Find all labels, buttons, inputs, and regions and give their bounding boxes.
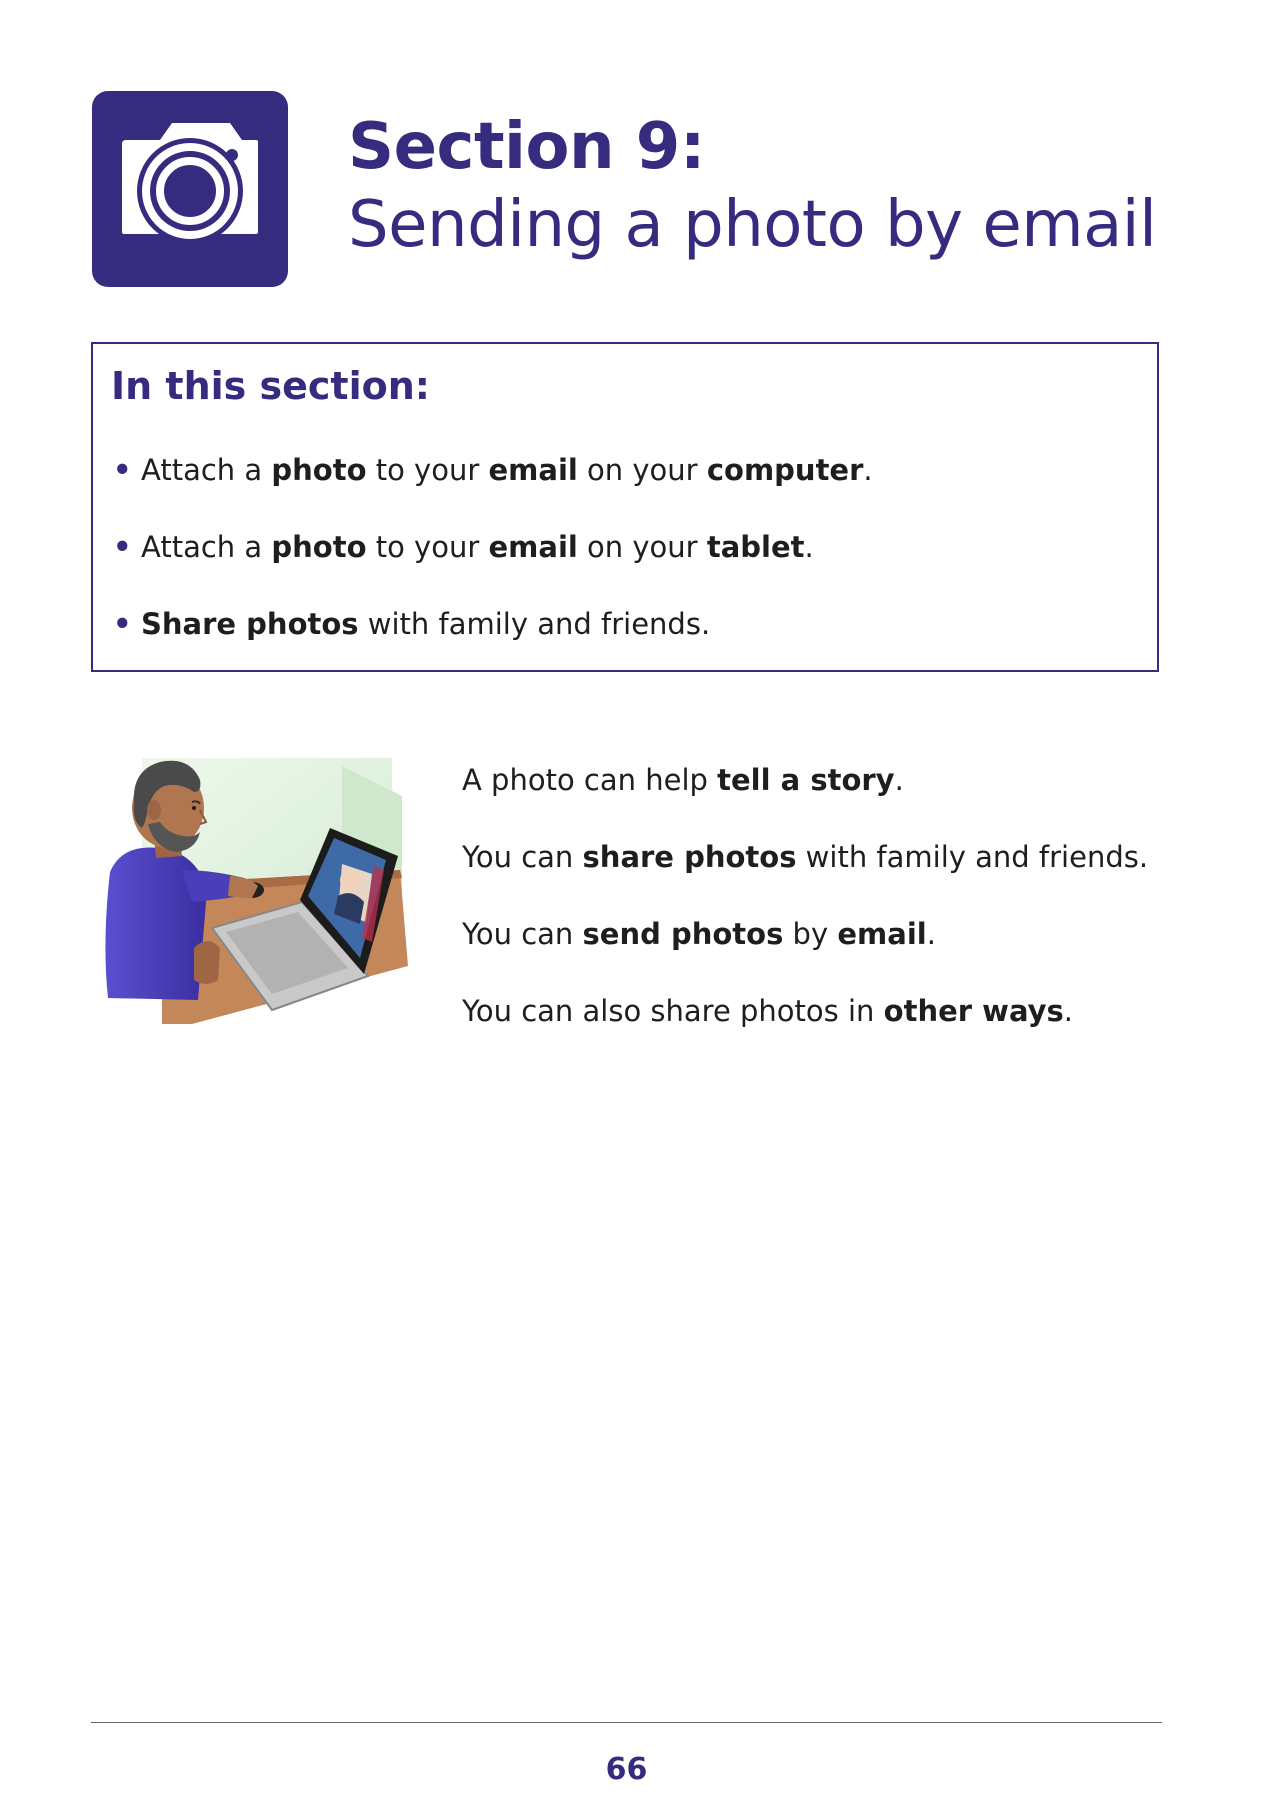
summary-list <box>111 452 873 683</box>
bullet-icon: • <box>113 453 132 487</box>
intro-line: A photo can help tell a story. <box>462 763 904 797</box>
bullet-icon: • <box>113 530 132 564</box>
man-using-laptop-illustration <box>102 752 408 1024</box>
bold-text: photo <box>271 453 367 487</box>
bold-text: Share photos <box>141 607 359 641</box>
summary-item: • Attach a photo to your email on your computer. <box>113 453 873 487</box>
section-icon <box>92 91 288 287</box>
intro-line: You can share photos with family and friends. <box>462 840 1149 874</box>
summary-item: • Share photos with family and friends. <box>113 607 711 641</box>
footer-divider <box>91 1722 1162 1723</box>
intro-line: You can also share photos in other ways. <box>462 994 1074 1028</box>
bold-text: email <box>837 917 927 951</box>
bold-text: photo <box>271 530 367 564</box>
page-heading <box>348 108 1156 264</box>
camera-icon <box>92 91 288 287</box>
bold-text: other ways <box>883 994 1064 1028</box>
intro-line: You can send photos by email. <box>462 917 936 951</box>
page-number: 66 <box>605 1752 648 1787</box>
bold-text: computer <box>706 453 864 487</box>
bold-text: send photos <box>582 917 784 951</box>
summary-title: In this section: <box>111 364 430 408</box>
in-this-section-box <box>91 342 1159 672</box>
bold-text: tell a story <box>717 763 895 797</box>
section-title: Sending a photo by email <box>348 188 1157 262</box>
illustration <box>102 752 408 1024</box>
intro-text <box>462 762 1148 1070</box>
bold-text: tablet <box>706 530 805 564</box>
summary-item: • Attach a photo to your email on your tablet. <box>113 530 814 564</box>
section-number: Section 9: <box>348 110 705 184</box>
bold-text: share photos <box>582 840 797 874</box>
bullet-icon: • <box>113 607 132 641</box>
bold-text: email <box>488 530 578 564</box>
bold-text: email <box>488 453 578 487</box>
